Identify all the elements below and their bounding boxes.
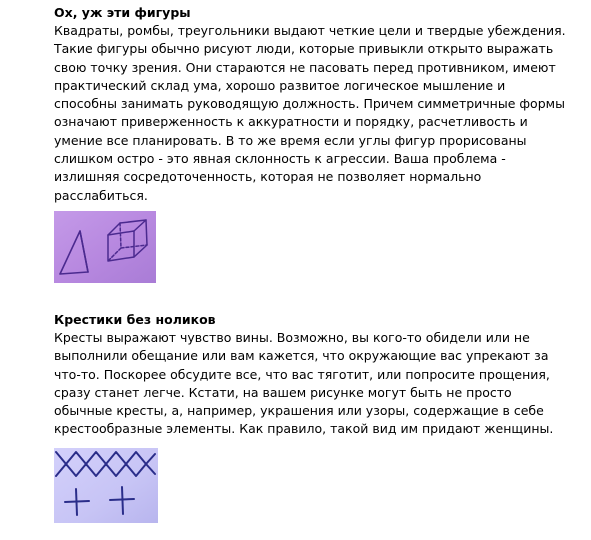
- paragraph-line: выполнили обещание или вам кажется, что окружающие вас упрекают за: [54, 348, 549, 364]
- section-shapes: [54, 4, 588, 205]
- paragraph-line: означают приверженность к аккуратности и порядку, расчетливость и: [54, 114, 528, 130]
- paragraph-line: что-то. Поскорее обсудите все, что вас тяготит, или попросите прощения,: [54, 366, 550, 382]
- triangle-and-cube-doodle-image: [54, 211, 156, 283]
- paragraph-line: Квадраты, ромбы, треугольники выдают четкие цели и твердые убеждения.: [54, 23, 566, 38]
- paragraph-line: расслабиться.: [54, 187, 148, 203]
- section-paragraph: [54, 329, 588, 439]
- section-heading: Крестики без ноликов: [54, 312, 216, 327]
- paragraph-line: излишняя сосредоточенность, которая не позволяет нормально: [54, 169, 482, 185]
- section-paragraph: [54, 22, 588, 205]
- paragraph-line: крестообразные элементы. Как правило, такой вид им придают женщины.: [54, 421, 554, 437]
- paragraph-line: практический склад ума, хорошо развитое логическое мышление и: [54, 77, 506, 93]
- cross-pattern-doodle-image: [54, 448, 158, 523]
- section-crosses: [54, 311, 588, 439]
- illustration-background: [54, 211, 156, 283]
- paragraph-line: обычные кресты, а, например, украшения или узоры, содержащие в себе: [54, 403, 544, 419]
- paragraph-line: Такие фигуры обычно рисуют люди, которые привыкли открыто выражать: [54, 41, 554, 57]
- paragraph-line: способны занимать руководящую должность. Причем симметричные формы: [54, 96, 565, 112]
- section-heading: Ох, уж эти фигуры: [54, 5, 191, 20]
- paragraph-line: умение все планировать. В то же время если углы фигур прорисованы: [54, 132, 527, 148]
- paragraph-line: сразу станет легче. Кстати, на вашем рисунке могут быть не просто: [54, 384, 512, 400]
- paragraph-line: свою точку зрения. Они стараются не пасовать перед противником, имеют: [54, 59, 556, 75]
- paragraph-line: слишком остро - это явная склонность к агрессии. Ваша проблема -: [54, 151, 506, 167]
- paragraph-line: Кресты выражают чувство вины. Возможно, вы кого-то обидели или не: [54, 330, 530, 345]
